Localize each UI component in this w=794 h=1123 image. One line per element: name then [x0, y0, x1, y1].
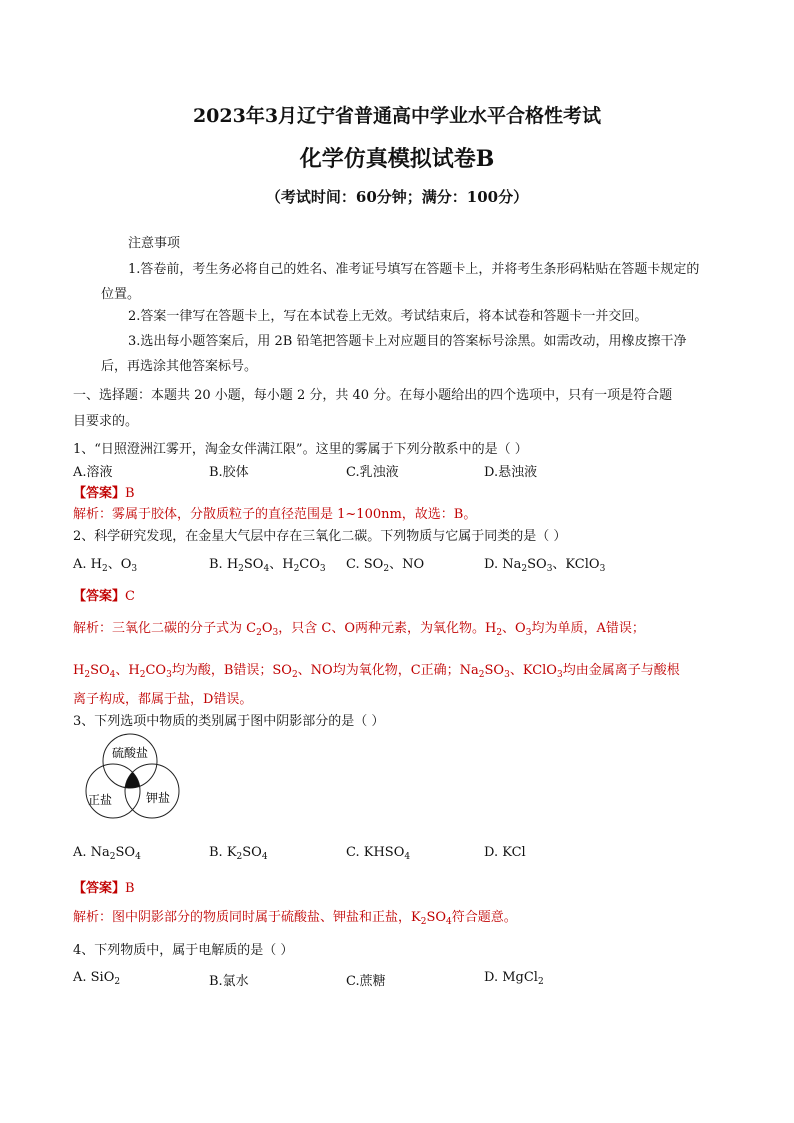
- question-4-stem: 4、下列物质中，属于电解质的是（ ）: [73, 943, 294, 958]
- question-3-answer: 【答案】B: [73, 881, 135, 896]
- question-2-analysis-line2: $H_2SO_4$、$H_2CO_3$均为酸，B错误；$SO_2$、NO均为氧化物，C正确；$Na_2SO_3$、KClO$_3$均由金属离子与酸根: [73, 663, 680, 680]
- notice-item-1-cont: 位置。: [101, 287, 141, 302]
- question-2-answer: 【答案】C: [73, 589, 135, 604]
- section-heading-cont: 目要求的。: [73, 414, 139, 429]
- question-3-option-a: A. $Na_2SO_4$: [73, 845, 141, 862]
- question-3-stem: 3、下列选项中物质的类别属于图中阴影部分的是（ ）: [73, 714, 385, 729]
- venn-label-top: 硫酸盐: [111, 746, 149, 760]
- notice-item-2: 2.答案一律写在答题卡上，写在本试卷上无效。考试结束后，将本试卷和答题卡一并交回。: [128, 309, 648, 324]
- section-heading: 一、选择题：本题共 20 小题，每小题 2 分，共 40 分。在每小题给出的四个选项中，只有一项是符合题: [73, 388, 673, 403]
- notice-item-3-cont: 后，再选涂其他答案标号。: [101, 359, 258, 374]
- question-2-option-c: C. $SO_2$、NO: [346, 557, 425, 574]
- question-4-option-a: A. SiO$_2$: [73, 970, 121, 987]
- question-2-stem: 2、科学研究发现，在金星大气层中存在三氧化二碳。下列物质与它属于同类的是（ ）: [73, 529, 567, 544]
- question-1-option-b: B.胶体: [209, 465, 249, 480]
- venn-label-right: 钾盐: [145, 791, 171, 805]
- answer-value: B: [125, 486, 135, 501]
- question-3-option-c: C. $KHSO_4$: [346, 845, 411, 862]
- question-4-option-c: C.蔗糖: [346, 974, 386, 989]
- question-3-option-b: B. $K_2SO_4$: [209, 845, 268, 862]
- question-2-option-d: D. $Na_2SO_3$、KClO$_3$: [484, 557, 606, 574]
- question-2-option-a: A. $H_2$、$O_3$: [73, 557, 138, 574]
- notice-item-3: 3.选出每小题答案后，用 2B 铅笔把答题卡上对应题目的答案标号涂黑。如需改动，用橡皮擦干净: [128, 334, 687, 349]
- venn-circle-normal-salt: [86, 764, 140, 818]
- venn-diagram: [70, 728, 200, 833]
- question-2-option-b: B. $H_2SO_4$、$H_2CO_3$: [209, 557, 326, 574]
- question-4-option-d: D. MgCl$_2$: [484, 970, 544, 987]
- venn-label-left: 正盐: [87, 793, 113, 807]
- question-1-option-d: D.悬浊液: [484, 465, 538, 480]
- notice-item-1: 1.答卷前，考生务必将自己的姓名、准考证号填写在答题卡上，并将考生条形码粘贴在答题卡规定的: [128, 262, 700, 277]
- question-1-answer: [73, 482, 135, 501]
- question-3-analysis: 解析：图中阴影部分的物质同时属于硫酸盐、钾盐和正盐，$K_2SO_4$符合题意。: [73, 910, 517, 927]
- question-2-analysis-line3: 离子构成，都属于盐，D错误。: [73, 692, 253, 707]
- question-2-analysis-line1: 解析：三氧化二碳的分子式为 $C_2O_3$，只含 C、O两种元素，为氧化物。$H_2$、$O_3$均为单质，A错误；: [73, 621, 645, 638]
- question-4-option-b: B.氯水: [209, 974, 249, 989]
- question-3-option-d: D. KCl: [484, 845, 526, 860]
- question-1-option-a: A.溶液: [73, 465, 113, 480]
- answer-tag: 【答案】: [73, 486, 126, 501]
- exam-title-line2: 化学仿真模拟试卷B: [299, 146, 495, 172]
- notice-heading: 注意事项: [128, 236, 181, 251]
- question-1-stem: 1、“日照澄洲江雾开，淘金女伴满江限”。这里的雾属于下列分散系中的是（ ）: [73, 442, 528, 457]
- question-1-analysis: 解析：雾属于胶体，分散质粒子的直径范围是 1~100nm，故选：B。: [73, 507, 477, 522]
- question-1-option-c: C.乳浊液: [346, 465, 399, 480]
- exam-title-line1: 2023年3月辽宁省普通高中学业水平合格性考试: [192, 105, 602, 127]
- exam-time-score: （考试时间：60分钟；满分：100分）: [265, 188, 529, 206]
